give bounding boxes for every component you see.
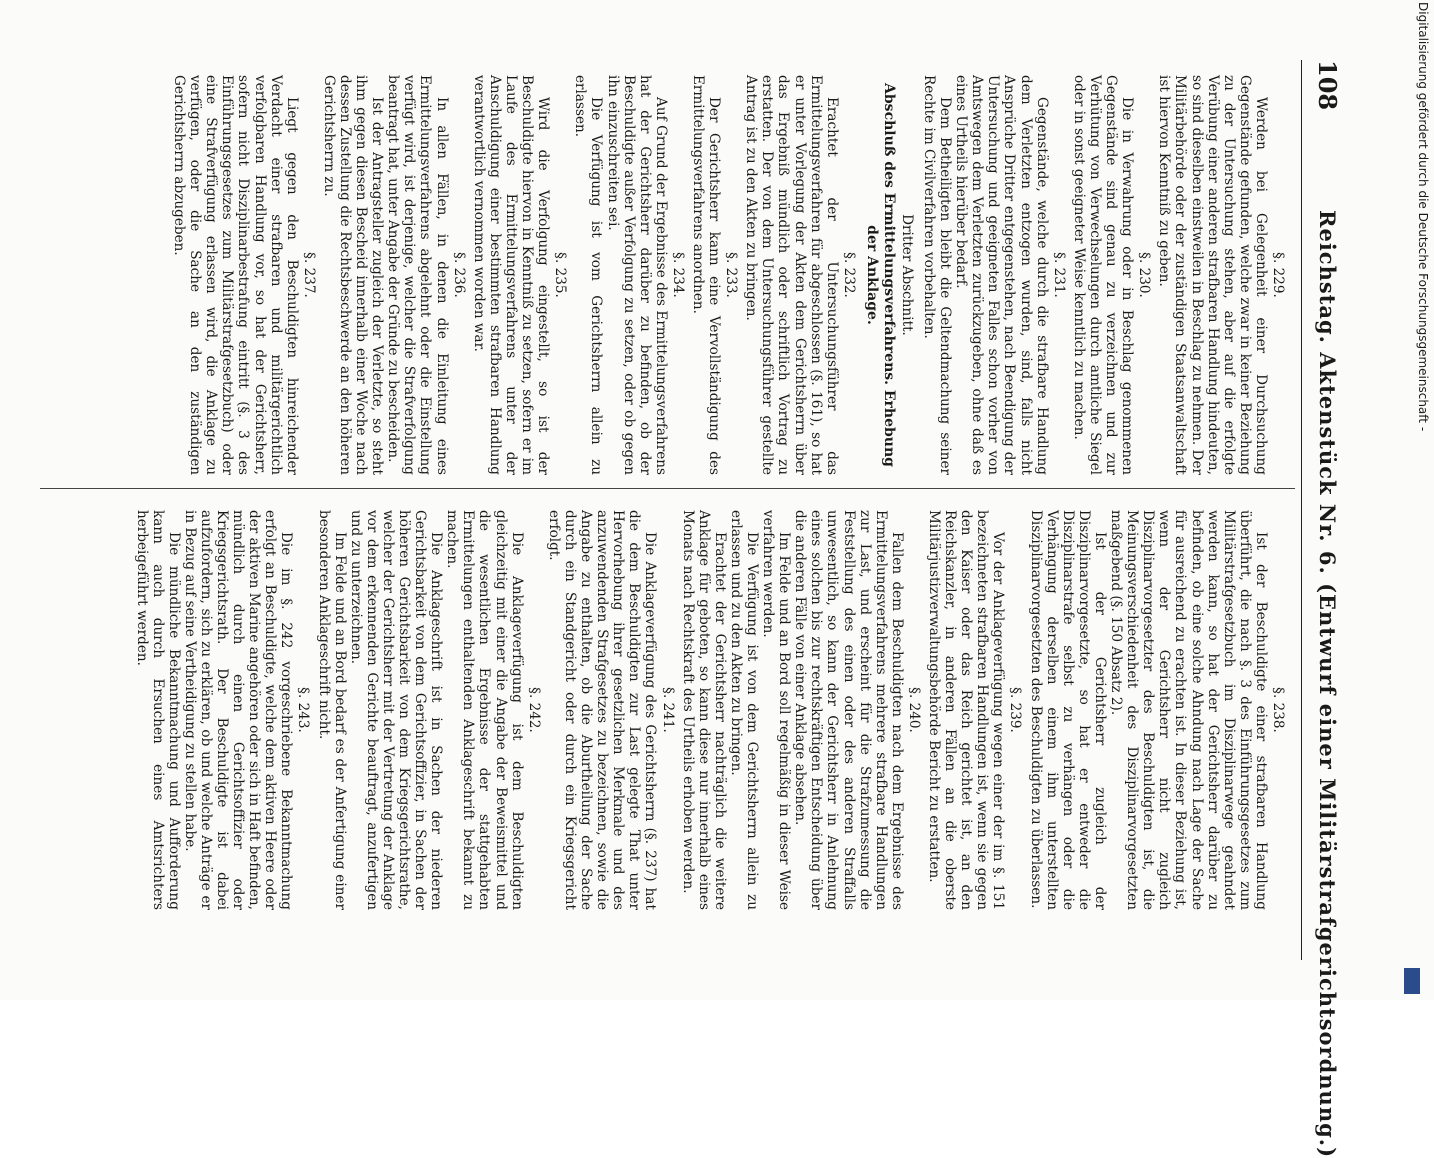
section-number: §. 232. [840, 252, 857, 298]
section-number: §. 233. [723, 252, 740, 298]
part-title: Abschluß des Ermittelungsverfahrens. Erhebung der Anklage. [863, 83, 897, 467]
section-number: §. 234. [669, 252, 686, 298]
page-header [1302, 60, 1342, 1158]
paragraph: Erachtet der Untersuchungsführer das Ermittelungsverfahren für abgeschlossen (§. 161), so hat er unter Vorlegung der Akten dem Gerichtsherrn über das Ergebniß mündlich oder schriftlich Vortrag zu erstatten. Der von dem Untersuchungsführer gestellte Antrag ist zu den Akten zu bringen. [743, 75, 840, 475]
paragraph: Die Anklageverfügung des Gerichtsherrn (§. 237) hat die dem Beschuldigten zur Last gelegte That unter Hervorhebung ihrer gesetzlichen Merkmale und des anzuwendenden Strafgesetzes zu bezeichnen, sowie die Angabe zu enthalten, ob die Aburtheilung der Sache durch ein Standgericht oder durch ein Kriegsgericht erfolgt. [545, 510, 659, 910]
section-number: §. 243. [295, 687, 312, 733]
section-number: §. 230. [1136, 252, 1153, 298]
running-head: Reichstag. Aktenstück Nr. 6. (Entwurf einer Militärstrafgerichtsordnung.) [1315, 210, 1340, 1158]
paragraph: Ist der Gerichtsherr zugleich der Disziplinarvorgesetzte, so hat er entweder die Disziplinarstrafe selbst zu verhängen oder die Verhängung derselben einem ihm unterstellten Disziplinarvorgesetzten des Beschuldigten zu überlassen. [1027, 510, 1108, 910]
column-divider [40, 488, 1295, 489]
paragraph: Die Verfügung ist von dem Gerichtsherrn allein zu erlassen und zu den Akten zu bringen. [727, 510, 760, 910]
paragraph: Die im §. 242 vorgeschriebene Bekanntmachung erfolgt an Beschuldigte, welche dem aktiven Heere oder der aktiven Marine angehören oder sich in Haft befinden, mündlich durch einen Gerichtsoffizier oder Kriegsgerichtsrath. Der Beschuldigte ist dabei aufzufordern, sich zu erklären, ob und welche Anträge er in Bezug auf seine Vertheidigung zu stellen habe. [181, 510, 295, 910]
credit-text: Digitalisierung gefördert durch die Deutsche Forschungsgemeinschaft - [1416, 2, 1430, 432]
paragraph: In allen Fällen, in denen die Einleitung eines Ermittelungsverfahrens abgelehnt oder die Einstellung verfügt wird, ist derjenige, welcher die Strafverfolgung beantragt hat, unter Angabe der Gründe zu bescheiden. [385, 75, 450, 475]
paragraph: Ist der Beschuldigte einer strafbaren Handlung überführt, die nach §. 3 des Einführungsgesetzes zum Militärstrafgesetzbuch im Disziplinarwege geahndet werden kann, so hat der Gerichtsherr darüber zu befinden, ob eine solche Ahndung nach Lage der Sache für ausreichend zu erachten ist. In dieser Beziehung ist, wenn der Gerichtsherr nicht zugleich Disziplinarvorgesetzter des Beschuldigten ist, die Meinungsverschiedenheit des Disziplinarvorgesetzten maßgebend (§. 150 Absatz 2). [1108, 510, 1269, 910]
page-number: 108 [1313, 60, 1342, 111]
section-number: §. 236. [450, 252, 467, 298]
paragraph: Die Anklageschrift ist in Sachen der niederen Gerichtsbarkeit von dem Gerichtsoffizier, in Sachen der höheren Gerichtsbarkeit von dem Kriegsgerichtsrathe, welcher der Gerichtsherr mit der Vertretung der Anklage vor dem erkennenden Gerichte beauftragt, anzufertigen und zu unterzeichnen. [347, 510, 445, 910]
paragraph: Ist der Antragsteller zugleich der Verletzte, so steht ihm gegen diesen Bescheid innerhalb einer Woche nach dessen Zustellung die Rechtsbeschwerde an den höheren Gerichtsherrn zu. [320, 75, 386, 475]
paragraph: Gegenstände, welche durch die strafbare Handlung dem Verletzten entzogen wurden, sind, falls nicht Ansprüche Dritter entgegenstehen, nach Beendigung der Untersuchung und geeigneten Falles schon vorher von Amtswegen dem Verletzten zurückzugeben, ohne daß es eines Urtheils hierüber bedarf. [953, 75, 1050, 475]
section-number: §. 229. [1270, 252, 1286, 298]
section-number: §. 239. [1007, 687, 1024, 733]
section-number: §. 237. [300, 252, 317, 298]
part-label: Dritter Abschnitt. [898, 214, 915, 336]
paragraph: Im Felde und an Bord soll regelmäßig in dieser Weise verfahren werden. [760, 510, 793, 910]
paragraph: Die Anklageverfügung ist dem Beschuldigten gleichzeitig mit einer die Angabe der Beweismittel und die wesentlichen Ergebnisse der stattgehabten Ermittelungen enthaltenden Anklageschrift bekannt zu machen. [444, 510, 525, 910]
paragraph: Dem Betheiligten bleibt die Geltendmachung seiner Rechte im Civilverfahren vorbehalten. [921, 75, 954, 475]
paragraph: Werden bei Gelegenheit einer Durchsuchung Gegenstände gefunden, welche zwar in keiner Beziehung zu der Untersuchung stehen, aber auf die erfolgte Verübung einer anderen strafbaren Handlung hindeuten, so sind dieselben einstweilen in Beschlag zu nehmen. Der Militärbehörde oder der zuständigen Staatsanwaltschaft ist hiervon Kenntniß zu geben. [1156, 75, 1269, 475]
digitization-credit [1400, 0, 1430, 1000]
paragraph: Erachtet der Gerichtsherr nachträglich die weitere Anklage für geboten, so kann diese nur innerhalb eines Monats nach Rechtskraft des Urtheils erhoben werden. [679, 510, 728, 910]
paragraph: Im Felde und an Bord bedarf es der Anfertigung einer besonderen Anklageschrift nicht. [315, 510, 348, 910]
left-column [171, 75, 1290, 475]
paragraph: Die Verfügung ist vom Gerichtsherrn allein zu erlassen. [572, 75, 605, 475]
paragraph: Liegt gegen den Beschuldigten hinreichender Verdacht einer strafbaren und militärgerichtlich verfolgbaren Handlung vor, so hat der Gerichtsherr, sofern nicht Disziplinarbestrafung eintritt (§. 3 des Einführungsgesetzes zum Militärstrafgesetzbuch) oder eine Strafverfügung erlassen wird, die Anklage zu verfügen, oder die Sache an den zuständigen Gerichtsherrn abzugeben. [171, 75, 300, 475]
paragraph: Wird die Verfolgung eingestellt, so ist der Beschuldigte hiervon in Kenntniß zu setzen, sofern er im Laufe des Ermittelungsverfahrens unter der Anschuldigung einer bestimmten strafbaren Handlung verantwortlich vernommen worden war. [470, 75, 552, 475]
right-column [133, 510, 1290, 910]
paragraph: Die mündliche Bekanntmachung und Aufforderung kann auch durch Ersuchen eines Amtsrichters herbeigeführt werden. [133, 510, 182, 910]
section-number: §. 238. [1270, 687, 1286, 733]
paragraph: Auf Grund der Ergebnisse des Ermittelungsverfahrens hat der Gerichtsherr darüber zu befinden, ob der Beschuldigte außer Verfolgung zu setzen, oder ob gegen ihn einzuschreiten sei. [604, 75, 669, 475]
paragraph: Der Gerichtsherr kann eine Vervollständigung des Ermittelungsverfahrens anordnen. [690, 75, 723, 475]
header-rule [1301, 60, 1302, 960]
section-number: §. 240. [905, 687, 922, 733]
section-number: §. 231. [1050, 252, 1067, 298]
dfg-logo [1404, 968, 1420, 994]
paragraph: Fallen dem Beschuldigten nach dem Ergebnisse des Ermittelungsverfahrens mehrere strafbare Handlungen zur Last, und erscheint für die Strafzumessung die Feststellung des einen oder des anderen Straffalls unwesentlich, so kann der Gerichtsherr in Anlehnung eines solchen bis zur rechtskräftigen Entscheidung über die anderen Fälle von einer Anklage absehen. [792, 510, 905, 910]
section-number: §. 242. [525, 687, 542, 733]
paragraph: Die in Verwahrung oder in Beschlag genommenen Gegenstände sind genau zu verzeichnen und zur Verhütung von Verwechselungen durch amtliche Siegel oder in sonst geeigneter Weise kenntlich zu machen. [1070, 75, 1136, 475]
paragraph: Vor der Anklageverfügung wegen einer der im §. 151 bezeichneten strafbaren Handlungen ist, wenn sie gegen den Kaiser oder das Reich gerichtet ist, an den Reichskanzler, in anderen Fällen an die oberste Militärjustizverwaltungsbehörde Bericht zu erstatten. [926, 510, 1007, 910]
section-number: §. 241. [659, 687, 676, 733]
section-number: §. 235. [552, 252, 569, 298]
